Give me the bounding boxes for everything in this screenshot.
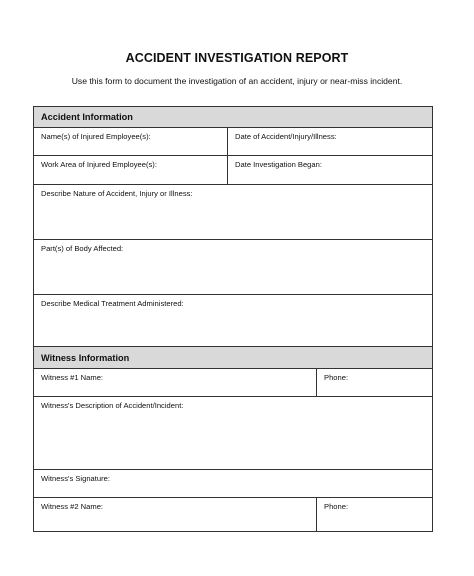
medical-row bbox=[34, 295, 432, 346]
work-area-row bbox=[34, 156, 432, 185]
witness-information-header bbox=[34, 347, 432, 369]
accident-nature-label: Describe Nature of Accident, Injury or Illness: bbox=[41, 189, 193, 198]
witness-description-field[interactable] bbox=[34, 397, 432, 469]
investigation-date-label: Date Investigation Began: bbox=[235, 160, 322, 169]
injured-row bbox=[34, 128, 432, 156]
accident-information-title: Accident Information bbox=[41, 112, 133, 122]
accident-date-label: Date of Accident/Injury/Illness: bbox=[235, 132, 337, 141]
body-parts-label: Part(s) of Body Affected: bbox=[41, 244, 124, 253]
witness-signature-field[interactable] bbox=[34, 470, 432, 497]
injured-employee-names-field[interactable] bbox=[34, 128, 227, 155]
injured-employee-names-label: Name(s) of Injured Employee(s): bbox=[41, 132, 151, 141]
accident-information-table bbox=[33, 106, 433, 347]
witness1-row bbox=[34, 369, 432, 397]
witness2-phone-field[interactable] bbox=[316, 498, 432, 531]
investigation-date-field[interactable] bbox=[227, 156, 432, 184]
accident-information-header bbox=[34, 107, 432, 128]
witness1-phone-label: Phone: bbox=[324, 373, 349, 382]
witness1-name-label: Witness #1 Name: bbox=[41, 373, 104, 382]
witness1-phone-field[interactable] bbox=[316, 369, 432, 396]
witness2-name-label: Witness #2 Name: bbox=[41, 502, 104, 511]
medical-treatment-field[interactable] bbox=[34, 295, 432, 346]
witness-information-title: Witness Information bbox=[41, 352, 130, 363]
nature-row bbox=[34, 185, 432, 240]
body-parts-field[interactable] bbox=[34, 240, 432, 294]
witness2-row bbox=[34, 498, 432, 531]
accident-date-field[interactable] bbox=[227, 128, 432, 155]
witness1-name-field[interactable] bbox=[34, 369, 316, 396]
medical-treatment-label: Describe Medical Treatment Administered: bbox=[41, 299, 184, 308]
witness-description-row bbox=[34, 397, 432, 470]
work-area-field[interactable] bbox=[34, 156, 227, 184]
work-area-label: Work Area of Injured Employee(s): bbox=[41, 160, 157, 169]
witness2-name-field[interactable] bbox=[34, 498, 316, 531]
witness-description-label: Witness's Description of Accident/Incident: bbox=[41, 401, 184, 410]
witness2-phone-label: Phone: bbox=[324, 502, 349, 511]
document-subtitle: Use this form to document the investigation of an accident, injury or near-miss incident. bbox=[71, 76, 403, 86]
witness-signature-row bbox=[34, 470, 432, 498]
witness-information-table bbox=[33, 346, 433, 532]
body-parts-row bbox=[34, 240, 432, 295]
accident-nature-field[interactable] bbox=[34, 185, 432, 239]
witness-signature-label: Witness's Signature: bbox=[41, 474, 110, 483]
document-title: ACCIDENT INVESTIGATION REPORT bbox=[125, 51, 349, 65]
